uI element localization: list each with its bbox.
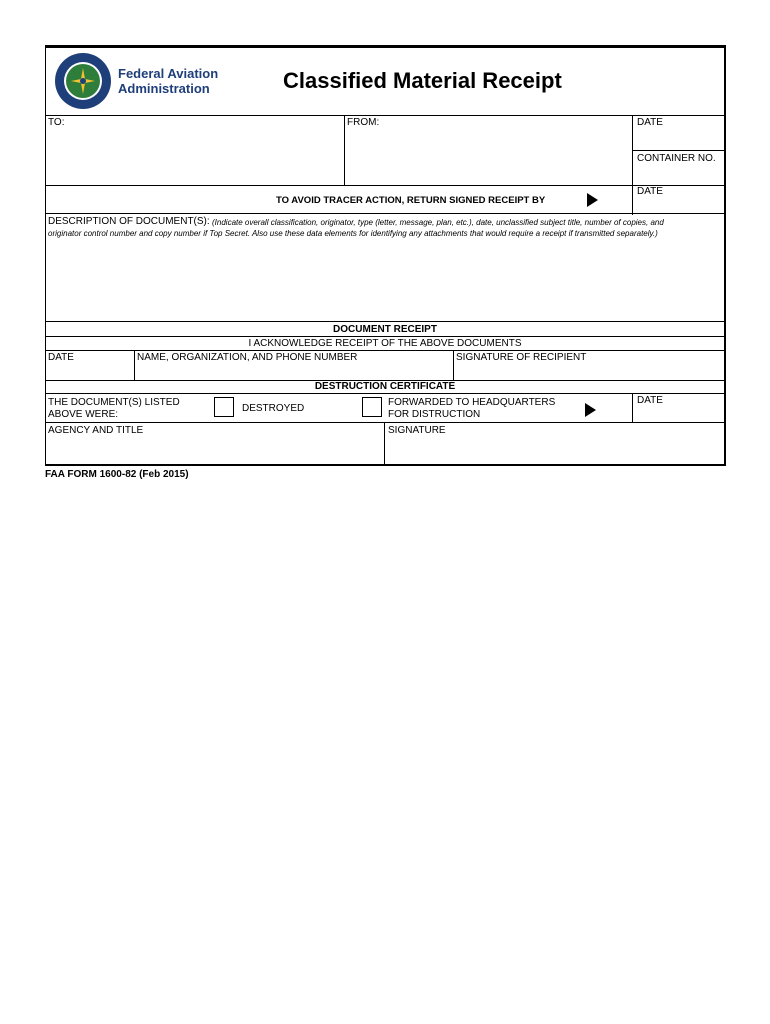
from-label: FROM: bbox=[347, 117, 380, 128]
right-border bbox=[724, 45, 726, 465]
to-label: TO: bbox=[48, 117, 65, 128]
destruction-date-label: DATE bbox=[637, 395, 663, 406]
forwarded-line1: FORWARDED TO HEADQUARTERS bbox=[388, 397, 556, 408]
tracer-instruction: TO AVOID TRACER ACTION, RETURN SIGNED RECEIPT BY bbox=[276, 195, 546, 206]
top-border bbox=[45, 45, 725, 48]
agency-name-line2: Administration bbox=[118, 81, 210, 96]
receipt-date-label: DATE bbox=[48, 352, 74, 363]
forwarded-checkbox[interactable] bbox=[362, 397, 382, 417]
destroyed-label: DESTROYED bbox=[242, 403, 305, 414]
destruction-certificate-title: DESTRUCTION CERTIFICATE bbox=[314, 381, 456, 392]
agency-name-line1: Federal Aviation bbox=[118, 66, 219, 81]
form-number: FAA FORM 1600-82 (Feb 2015) bbox=[45, 469, 189, 480]
container-no-label: CONTAINER NO. bbox=[637, 153, 716, 164]
faa-seal-icon bbox=[54, 52, 112, 110]
acknowledge-text: I ACKNOWLEDGE RECEIPT OF THE ABOVE DOCUMENTS bbox=[248, 338, 522, 349]
name-org-phone-label: NAME, ORGANIZATION, AND PHONE NUMBER bbox=[137, 352, 358, 363]
arrow-icon bbox=[587, 193, 598, 207]
signature-label: SIGNATURE bbox=[388, 425, 446, 436]
date-label: DATE bbox=[637, 117, 663, 128]
description-hint-2: originator control number and copy number if Top Secret. Also use these data elements for identifying any attachments that would require a receipt if transmitted separately.) bbox=[48, 229, 658, 238]
form-title: Classified Material Receipt bbox=[283, 68, 562, 93]
bottom-border bbox=[45, 464, 726, 466]
signature-of-recipient-label: SIGNATURE OF RECIPIENT bbox=[456, 352, 587, 363]
agency-and-title-label: AGENCY AND TITLE bbox=[48, 425, 144, 436]
header-divider bbox=[45, 115, 725, 116]
description-label: DESCRIPTION OF DOCUMENT(S): bbox=[48, 216, 210, 227]
left-border bbox=[45, 45, 46, 465]
destroyed-checkbox[interactable] bbox=[214, 397, 234, 417]
forwarded-line2: FOR DISTRUCTION bbox=[388, 409, 481, 420]
document-receipt-title: DOCUMENT RECEIPT bbox=[333, 324, 437, 335]
documents-listed-line1: THE DOCUMENT(S) LISTED bbox=[48, 397, 180, 408]
description-hint-1: (Indicate overall classification, originator, type (letter, message, plan, etc.), date, unclassified subject title, number of copies, and bbox=[212, 218, 664, 227]
return-date-label: DATE bbox=[637, 186, 663, 197]
arrow-icon bbox=[585, 403, 596, 417]
documents-listed-line2: ABOVE WERE: bbox=[48, 409, 119, 420]
